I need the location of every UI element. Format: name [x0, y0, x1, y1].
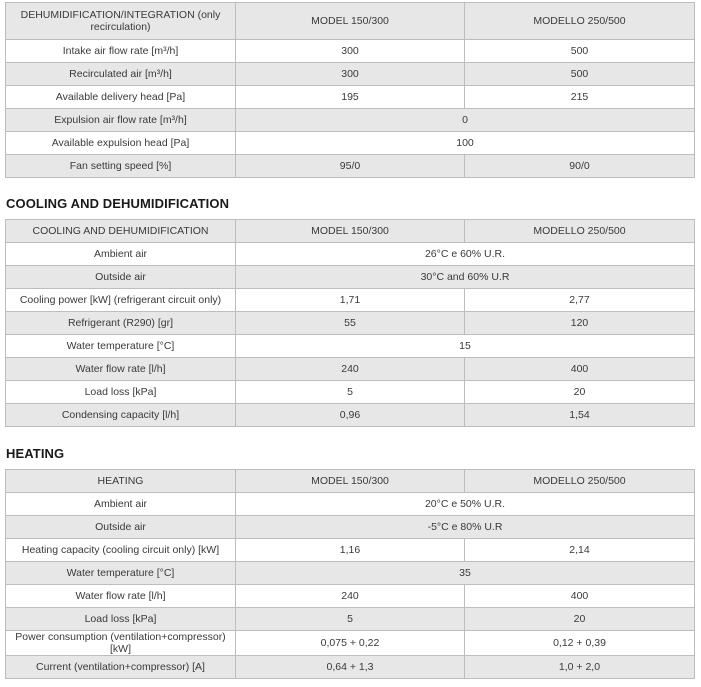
value-model-150: 300 — [236, 40, 465, 63]
table-header-cell: COOLING AND DEHUMIDIFICATION — [6, 220, 236, 243]
value-model-150: 0,64 + 1,3 — [236, 656, 465, 679]
table-row — [6, 289, 695, 312]
value-shared: 20°C e 50% U.R. — [236, 493, 695, 516]
table-header-row — [6, 3, 695, 40]
table-row — [6, 608, 695, 631]
value-model-250: 20 — [465, 381, 695, 404]
table-row — [6, 562, 695, 585]
value-model-150: 240 — [236, 358, 465, 381]
value-shared: 35 — [236, 562, 695, 585]
table-row — [6, 132, 695, 155]
table-row — [6, 585, 695, 608]
dehumidification-table — [5, 2, 695, 178]
value-model-150: 240 — [236, 585, 465, 608]
value-model-150: 0,075 + 0,22 — [236, 631, 465, 656]
table-row — [6, 63, 695, 86]
section-title-heating: HEATING — [6, 446, 65, 461]
value-model-250: 500 — [465, 40, 695, 63]
row-label: Condensing capacity [l/h] — [6, 404, 236, 427]
value-model-250: 400 — [465, 585, 695, 608]
value-shared: 15 — [236, 335, 695, 358]
value-model-250: 1,54 — [465, 404, 695, 427]
table-row — [6, 516, 695, 539]
value-model-150: 195 — [236, 86, 465, 109]
row-label: Water flow rate [l/h] — [6, 358, 236, 381]
value-model-150: 95/0 — [236, 155, 465, 178]
row-label: Available expulsion head [Pa] — [6, 132, 236, 155]
heating-table — [5, 469, 695, 679]
value-model-250: 2,77 — [465, 289, 695, 312]
row-label: Ambient air — [6, 493, 236, 516]
row-label: Intake air flow rate [m³/h] — [6, 40, 236, 63]
row-label: Expulsion air flow rate [m³/h] — [6, 109, 236, 132]
row-label: Water flow rate [l/h] — [6, 585, 236, 608]
row-label: Fan setting speed [%] — [6, 155, 236, 178]
table-row — [6, 493, 695, 516]
row-label: Load loss [kPa] — [6, 381, 236, 404]
row-label: Water temperature [°C] — [6, 335, 236, 358]
table-header-cell: MODEL 150/300 — [236, 470, 465, 493]
table-row — [6, 631, 695, 656]
value-shared: 100 — [236, 132, 695, 155]
value-model-250: 2,14 — [465, 539, 695, 562]
table-row — [6, 312, 695, 335]
table-row — [6, 358, 695, 381]
row-label: Available delivery head [Pa] — [6, 86, 236, 109]
row-label: Outside air — [6, 516, 236, 539]
table-header-cell: MODEL 150/300 — [236, 220, 465, 243]
row-label: Cooling power [kW] (refrigerant circuit only) — [6, 289, 236, 312]
table-header-cell: MODELLO 250/500 — [465, 220, 695, 243]
table-header-cell: MODEL 150/300 — [236, 3, 465, 40]
table-header-cell: DEHUMIDIFICATION/INTEGRATION (only recirculation) — [6, 3, 236, 40]
table-row — [6, 155, 695, 178]
table-row — [6, 266, 695, 289]
section-title-cooling: COOLING AND DEHUMIDIFICATION — [6, 196, 230, 211]
table-row — [6, 243, 695, 266]
table-header-cell: MODELLO 250/500 — [465, 470, 695, 493]
value-model-150: 0,96 — [236, 404, 465, 427]
row-label: Outside air — [6, 266, 236, 289]
table-row — [6, 656, 695, 679]
table-header-cell: HEATING — [6, 470, 236, 493]
cooling-table — [5, 219, 695, 427]
row-label: Ambient air — [6, 243, 236, 266]
value-shared: 0 — [236, 109, 695, 132]
value-model-250: 120 — [465, 312, 695, 335]
row-label: Refrigerant (R290) [gr] — [6, 312, 236, 335]
row-label: Water temperature [°C] — [6, 562, 236, 585]
row-label: Power consumption (ventilation+compressor) [kW] — [6, 631, 236, 656]
value-model-150: 5 — [236, 381, 465, 404]
row-label: Heating capacity (cooling circuit only) [kW] — [6, 539, 236, 562]
value-model-250: 215 — [465, 86, 695, 109]
table-row — [6, 539, 695, 562]
value-shared: -5°C e 80% U.R — [236, 516, 695, 539]
table-row — [6, 109, 695, 132]
value-model-250: 20 — [465, 608, 695, 631]
value-model-250: 500 — [465, 63, 695, 86]
table-row — [6, 404, 695, 427]
table-row — [6, 381, 695, 404]
table-row — [6, 40, 695, 63]
table-header-row — [6, 220, 695, 243]
value-model-250: 90/0 — [465, 155, 695, 178]
row-label: Current (ventilation+compressor) [A] — [6, 656, 236, 679]
value-model-150: 55 — [236, 312, 465, 335]
value-model-150: 1,16 — [236, 539, 465, 562]
table-header-cell: MODELLO 250/500 — [465, 3, 695, 40]
table-header-row — [6, 470, 695, 493]
value-model-150: 5 — [236, 608, 465, 631]
value-model-150: 1,71 — [236, 289, 465, 312]
table-row — [6, 86, 695, 109]
table-row — [6, 335, 695, 358]
value-model-250: 1,0 + 2,0 — [465, 656, 695, 679]
value-model-250: 400 — [465, 358, 695, 381]
value-model-150: 300 — [236, 63, 465, 86]
value-shared: 30°C and 60% U.R — [236, 266, 695, 289]
row-label: Load loss [kPa] — [6, 608, 236, 631]
row-label: Recirculated air [m³/h] — [6, 63, 236, 86]
value-model-250: 0,12 + 0,39 — [465, 631, 695, 656]
value-shared: 26°C e 60% U.R. — [236, 243, 695, 266]
